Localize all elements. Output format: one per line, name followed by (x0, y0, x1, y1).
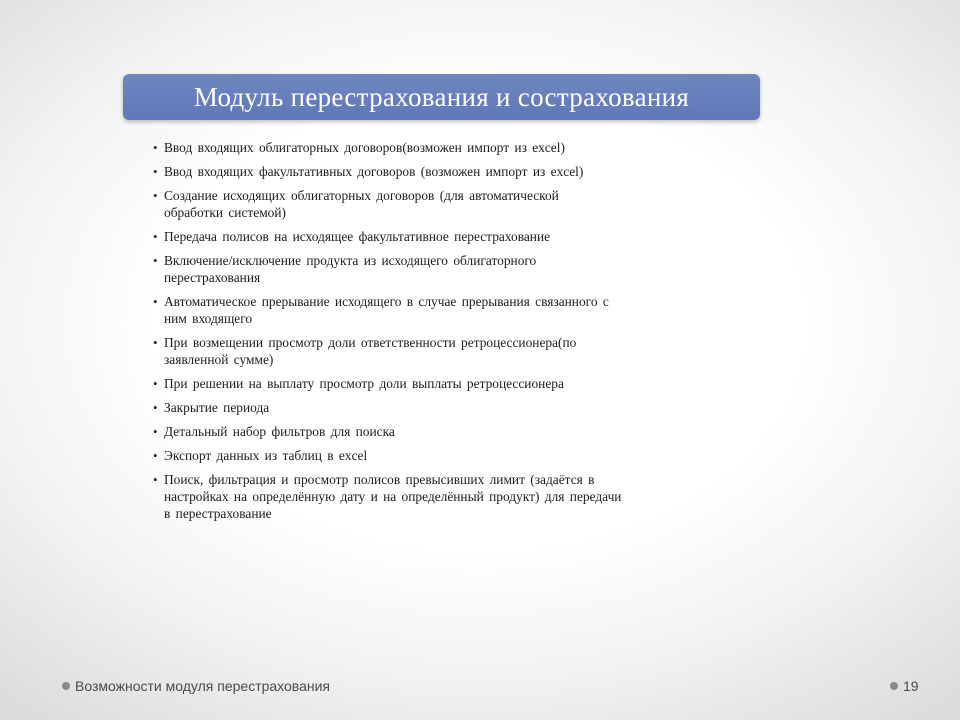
bullet-dot-icon: • (153, 140, 158, 155)
slide-title: Модуль перестрахования и сострахования (193, 81, 690, 112)
bullet-text: Экспорт данных из таблиц в excel (164, 448, 368, 463)
bullet-item (153, 375, 753, 392)
bullet-dot-icon: • (153, 164, 158, 179)
bullet-item (153, 293, 753, 327)
bullet-dot-icon: • (153, 188, 158, 203)
bullet-dot-icon: • (153, 294, 158, 309)
bullet-item (153, 447, 753, 464)
page-number-dot-icon (890, 682, 898, 690)
bullet-text: Передача полисов на исходящее факультативное перестрахование (164, 229, 551, 244)
bullet-item (153, 334, 753, 368)
bullet-text: Автоматическое прерывание исходящего в случае прерывания связанного с ним входящего (164, 294, 609, 326)
bullet-item (153, 139, 753, 156)
bullet-item (153, 423, 753, 440)
bullet-text: При решении на выплату просмотр доли выплаты ретроцессионера (164, 376, 564, 391)
bullet-text: При возмещении просмотр доли ответственности ретроцессионера(по заявленной сумме) (164, 335, 577, 367)
bullet-dot-icon: • (153, 253, 158, 268)
bullet-item (153, 471, 753, 522)
bullet-text: Детальный набор фильтров для поиска (164, 424, 395, 439)
bullet-list (153, 139, 753, 529)
bullet-text: Закрытие периода (164, 400, 270, 415)
bullet-dot-icon: • (153, 448, 158, 463)
bullet-dot-icon: • (153, 376, 158, 391)
bullet-text: Поиск, фильтрация и просмотр полисов превысивших лимит (задаётся в настройках на определённую дату и на определённый продукт) для передачи в перестрахование (164, 472, 622, 521)
bullet-item (153, 228, 753, 245)
footer (62, 678, 330, 694)
bullet-item (153, 252, 753, 286)
bullet-text: Ввод входящих облигаторных договоров(возможен импорт из excel) (164, 140, 565, 155)
footer-text: Возможности модуля перестрахования (75, 678, 331, 694)
slide-title-box (123, 74, 760, 120)
bullet-dot-icon: • (153, 400, 158, 415)
bullet-item (153, 187, 753, 221)
bullet-item (153, 163, 753, 180)
bullet-item (153, 399, 753, 416)
bullet-dot-icon: • (153, 229, 158, 244)
bullet-text: Создание исходящих облигаторных договоров (для автоматической обработки системой) (164, 188, 559, 220)
bullet-dot-icon: • (153, 472, 158, 487)
bullet-text: Включение/исключение продукта из исходящего облигаторного перестрахования (164, 253, 537, 285)
page-number (890, 678, 919, 694)
footer-dot-icon (62, 682, 70, 690)
page-number-text: 19 (903, 678, 919, 694)
bullet-text: Ввод входящих факультативных договоров (возможен импорт из excel) (164, 164, 584, 179)
bullet-dot-icon: • (153, 424, 158, 439)
bullet-dot-icon: • (153, 335, 158, 350)
